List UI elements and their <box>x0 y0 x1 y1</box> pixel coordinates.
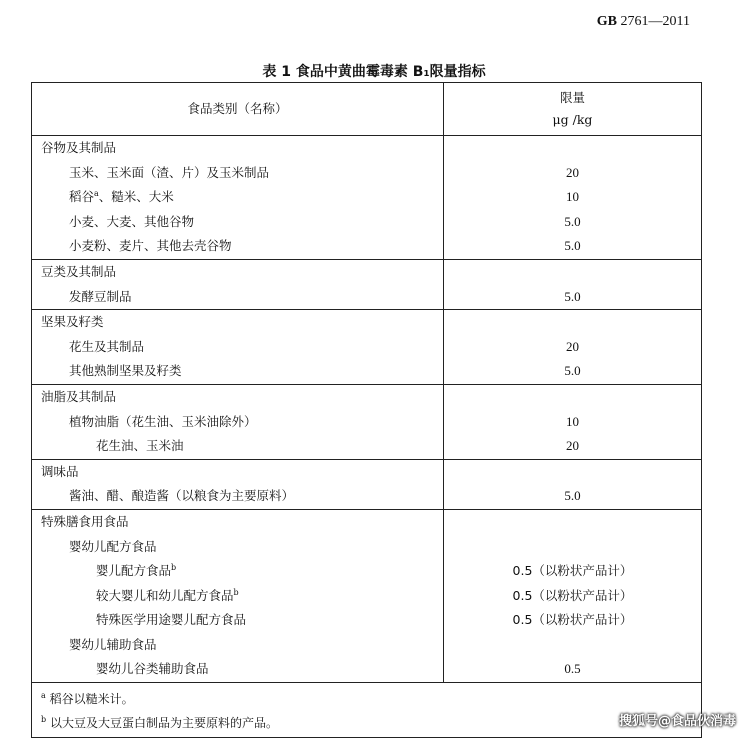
food-name: 坚果及籽类 <box>41 314 104 330</box>
food-name: 小麦、大麦、其他谷物 <box>69 213 195 229</box>
food-group-row <box>32 259 702 309</box>
food-group-row <box>32 459 702 509</box>
footnote-mark: b <box>233 587 239 597</box>
food-category-cell <box>32 259 444 309</box>
table-caption: 表 1 食品中黄曲霉毒素 B₁限量指标 <box>262 64 486 80</box>
limit-value: 20 <box>566 164 579 180</box>
limit-value <box>444 136 701 161</box>
limit-value-cell <box>444 384 702 459</box>
limit-value <box>444 633 701 658</box>
table-header-row <box>32 83 702 136</box>
footnotes <box>32 683 702 738</box>
footnote-mark: a <box>41 691 46 701</box>
limit-value-cell <box>444 509 702 682</box>
food-name: 豆类及其制品 <box>41 263 117 279</box>
category-header: 食品类别（名称） <box>32 83 444 136</box>
limit-value: 10 <box>566 189 579 205</box>
footnote: $^b$ 以大豆及大豆蛋白制品为主要原料的产品。 <box>41 715 278 731</box>
limit-value <box>444 310 701 335</box>
limit-value-cell <box>444 136 702 260</box>
food-name: 植物油脂（花生油、玉米油除外） <box>69 413 257 429</box>
limit-value-cell <box>444 310 702 385</box>
limit-value: 5.0 <box>564 238 581 254</box>
limit-value: 5.0 <box>564 288 581 304</box>
limit-value: 0.5（以粉状产品计） <box>512 612 633 628</box>
food-category-cell <box>32 136 444 260</box>
food-name: 谷物及其制品 <box>41 140 117 155</box>
food-name: 其他熟制坚果及籽类 <box>69 363 182 379</box>
food-group-row <box>32 310 702 385</box>
limit-value: 0.5（以粉状产品计） <box>512 587 633 603</box>
footnote-mark: b <box>171 563 177 573</box>
limit-value: 5.0 <box>564 213 581 229</box>
food-group-row <box>32 384 702 459</box>
food-name: 调味品 <box>41 463 79 479</box>
food-name: 稻谷$^a$、糙米、大米 <box>69 189 174 205</box>
limit-header: 限量 μg /kg <box>444 83 702 136</box>
limit-value <box>444 385 701 410</box>
standard-code: GB 2761—2011 <box>596 14 690 29</box>
watermark: 搜狐号@食品伙消毒 <box>618 714 736 729</box>
food-group-row <box>32 509 702 682</box>
limit-value <box>444 535 701 560</box>
limit-value: 10 <box>566 413 579 429</box>
food-name: 婴幼儿辅助食品 <box>69 636 157 652</box>
footnote-mark: a <box>94 189 99 199</box>
limit-value: 5.0 <box>564 488 581 504</box>
food-category-cell <box>32 509 444 682</box>
food-name: 玉米、玉米面（渣、片）及玉米制品 <box>69 164 270 180</box>
footnote: $^a$ 稻谷以糙米计。 <box>41 691 134 707</box>
food-category-cell <box>32 310 444 385</box>
food-name: 酱油、醋、酿造酱（以粮食为主要原料） <box>69 488 295 504</box>
limits-table <box>31 82 702 738</box>
limit-value <box>444 510 701 535</box>
footnote-mark: b <box>41 715 47 725</box>
limit-value: 20 <box>566 438 579 454</box>
food-name: 发酵豆制品 <box>69 288 132 304</box>
limit-value: 20 <box>566 338 579 354</box>
food-name: 婴幼儿谷类辅助食品 <box>96 661 209 677</box>
food-category-cell <box>32 384 444 459</box>
food-name: 油脂及其制品 <box>41 388 117 404</box>
limit-value <box>444 460 701 485</box>
limit-value: 0.5（以粉状产品计） <box>512 563 633 579</box>
food-name: 较大婴儿和幼儿配方食品$^b$ <box>96 587 239 603</box>
food-name: 花生及其制品 <box>69 338 145 354</box>
food-name: 小麦粉、麦片、其他去壳谷物 <box>69 238 232 254</box>
food-name: 花生油、玉米油 <box>96 438 184 454</box>
food-name: 婴儿配方食品$^b$ <box>96 563 177 579</box>
food-group-row <box>32 136 702 260</box>
food-name: 婴幼儿配方食品 <box>69 538 157 554</box>
food-name: 特殊膳食用食品 <box>41 513 129 529</box>
food-category-cell <box>32 459 444 509</box>
food-name: 特殊医学用途婴儿配方食品 <box>96 612 247 628</box>
limit-value <box>444 260 701 285</box>
limit-value: 5.0 <box>564 363 581 379</box>
limit-value: 0.5 <box>564 661 581 677</box>
limit-value-cell <box>444 259 702 309</box>
footnotes-row <box>32 683 702 738</box>
limit-value-cell <box>444 459 702 509</box>
